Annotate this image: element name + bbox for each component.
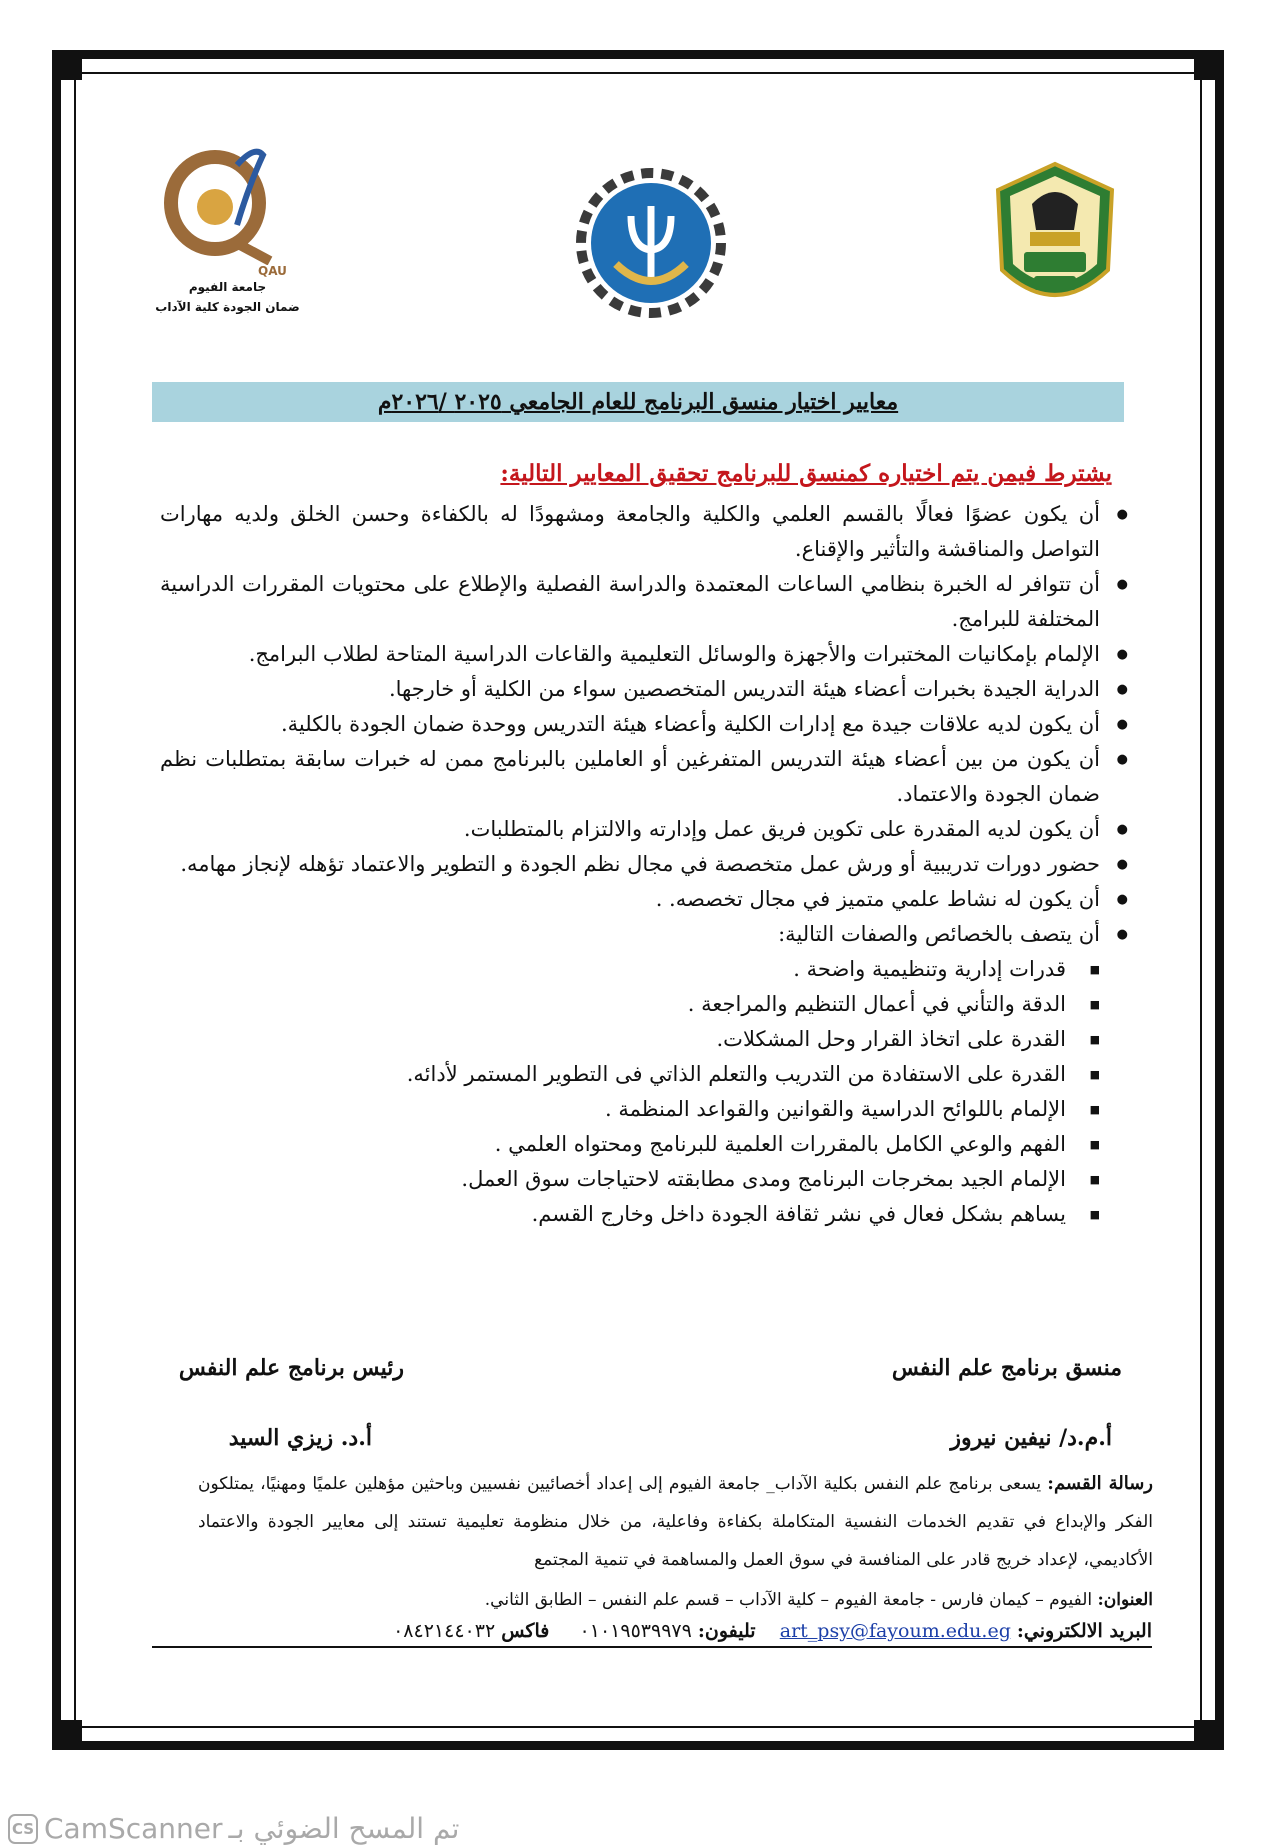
email-label: البريد الالكتروني: xyxy=(1016,1620,1152,1642)
contact-line xyxy=(152,1620,1152,1648)
criterion-item: ● حضور دورات تدريبية أو ورش عمل متخصصة في مجال نظم الجودة و التطوير والاعتماد تؤهله لإنجاز مهامه. xyxy=(160,847,1100,882)
trait-item: ■ القدرة على اتخاذ القرار وحل المشكلات. xyxy=(160,1022,1066,1057)
department-mission xyxy=(198,1465,1153,1579)
program-head-title: رئيس برنامج علم النفس xyxy=(178,1355,404,1381)
coordinator-name: أ.م.د/ نيفين نيروز xyxy=(950,1425,1112,1451)
criterion-item: ● أن يكون لديه علاقات جيدة مع إدارات الكلية وأعضاء هيئة التدريس ووحدة ضمان الجودة بالكلية. xyxy=(160,707,1100,742)
trait-item: ■ قدرات إدارية وتنظيمية واضحة . xyxy=(160,952,1066,987)
quality-unit-mark: QAU xyxy=(258,264,287,278)
trait-item: ■ يساهم بشكل فعال في نشر ثقافة الجودة داخل وخارج القسم. xyxy=(160,1197,1066,1232)
address-label: العنوان: xyxy=(1097,1590,1153,1610)
frame-corner xyxy=(1194,50,1224,80)
psychology-department-logo xyxy=(576,168,726,318)
trait-item: ■ الفهم والوعي الكامل بالمقررات العلمية للبرنامج ومحتواه العلمي . xyxy=(160,1127,1066,1162)
quality-unit-line2: ضمان الجودة كلية الآداب xyxy=(155,300,300,314)
address-text: الفيوم – كيمان فارس - جامعة الفيوم – كلية الآداب – قسم علم النفس – الطابق الثاني. xyxy=(484,1590,1093,1610)
mission-label: رسالة القسم: xyxy=(1047,1473,1154,1494)
camscanner-watermark xyxy=(8,1812,459,1845)
criterion-item: ● أن يكون لديه المقدرة على تكوين فريق عمل وإدارته والالتزام بالمتطلبات. xyxy=(160,812,1100,847)
criteria-list xyxy=(160,497,1126,1232)
title-bar xyxy=(152,382,1124,422)
traits-list xyxy=(160,952,1100,1232)
camscanner-arabic: تم المسح الضوئي بـ xyxy=(228,1812,460,1845)
criterion-item: ● أن يكون من بين أعضاء هيئة التدريس المتفرغين أو العاملين بالبرنامج ممن له خبرات سابقة بمتطلبات نظم ضمان الجودة والاعتماد. xyxy=(160,742,1100,812)
trait-item: ■ الإلمام باللوائح الدراسية والقوانين والقواعد المنظمة . xyxy=(160,1092,1066,1127)
program-head-name: أ.د. زيزي السيد xyxy=(228,1425,372,1451)
fax-number: ٠٨٤٢١٤٤٠٣٢ xyxy=(393,1620,496,1642)
faculty-of-arts-logo xyxy=(990,160,1120,320)
trait-item: ■ الإلمام الجيد بمخرجات البرنامج ومدى مطابقته لاحتياجات سوق العمل. xyxy=(160,1162,1066,1197)
criterion-item: ● الدراية الجيدة بخبرات أعضاء هيئة التدريس المتخصصين سواء من الكلية أو خارجها. xyxy=(160,672,1100,707)
criterion-item: ● الإلمام بإمكانيات المختبرات والأجهزة والوسائل التعليمية والقاعات الدراسية المتاحة لطلاب البرامج. xyxy=(160,637,1100,672)
fax-label: فاكس xyxy=(501,1620,550,1642)
camscanner-brand: CamScanner xyxy=(44,1812,223,1845)
coordinator-title: منسق برنامج علم النفس xyxy=(891,1355,1122,1381)
phone-number: ٠١٠١٩٥٣٩٩٧٩ xyxy=(579,1620,692,1642)
page-title: معايير اختيار منسق البرنامج للعام الجامعي ٢٠٢٥ /٢٠٢٦م xyxy=(377,389,899,415)
criterion-item: ● أن يتصف بالخصائص والصفات التالية: xyxy=(160,917,1100,952)
trait-item: ■ الدقة والتأني في أعمال التنظيم والمراجعة . xyxy=(160,987,1066,1022)
trait-item: ■ القدرة على الاستفادة من التدريب والتعلم الذاتي فى التطوير المستمر لأدائه. xyxy=(160,1057,1066,1092)
quality-unit-line1: جامعة الفيوم xyxy=(188,280,267,294)
camscanner-icon: CS xyxy=(8,1814,38,1844)
criterion-item: ● أن يكون عضوًا فعالًا بالقسم العلمي والكلية والجامعة ومشهودًا له بالكفاءة وحسن الخلق ولديه مهارات التواصل والمناقشة والتأثير والإقناع. xyxy=(160,497,1100,567)
quality-assurance-unit-logo xyxy=(145,145,310,265)
email-link[interactable]: art_psy@fayoum.edu.eg xyxy=(779,1620,1011,1642)
mission-text: يسعى برنامج علم النفس بكلية الآداب_ جامعة الفيوم إلى إعداد أخصائيين نفسيين وباحثين مؤهلين علميًا ومهنيًا، يمتلكون الفكر والإبداع في تقديم الخدمات النفسية المتكاملة بكفاءة وفاعلية، من خلال منظومة تعليمية تستند إلى معايير الجودة والاعتماد الأكاديمي، لإعداد خريج قادر على المنافسة في سوق العمل والمساهمة في تنمية المجتمع xyxy=(198,1474,1153,1570)
frame-corner xyxy=(52,1720,82,1750)
department-address xyxy=(198,1590,1153,1610)
criterion-item: ● أن تتوافر له الخبرة بنظامي الساعات المعتمدة والدراسة الفصلية والإطلاع على محتويات المقررات الدراسية المختلفة للبرامج. xyxy=(160,567,1100,637)
frame-corner xyxy=(52,50,82,80)
criterion-item: ● أن يكون له نشاط علمي متميز في مجال تخصصه. . xyxy=(160,882,1100,917)
phone-label: تليفون: xyxy=(697,1620,756,1642)
frame-corner xyxy=(1194,1720,1224,1750)
criteria-intro: يشترط فيمن يتم اختياره كمنسق للبرنامج تحقيق المعايير التالية: xyxy=(500,460,1112,487)
